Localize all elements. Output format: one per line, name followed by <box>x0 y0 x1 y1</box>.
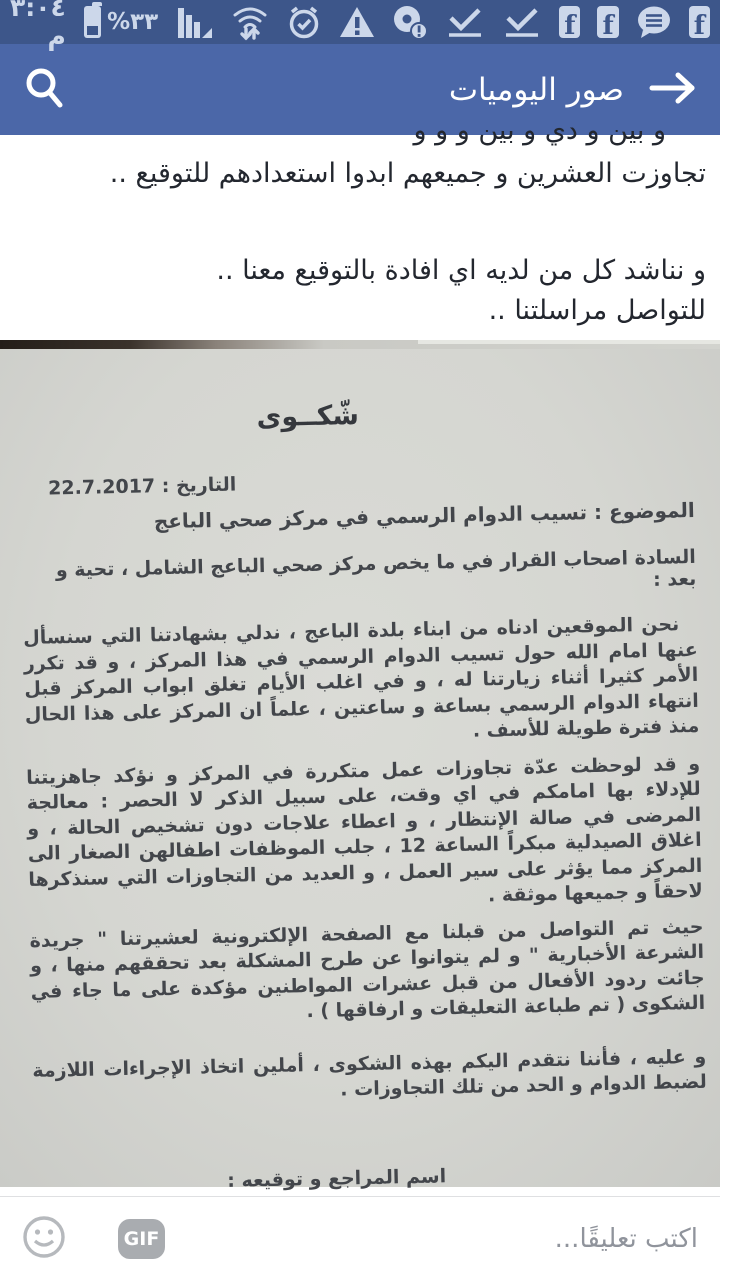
document-paragraph: حيث تم التواصل من قبلنا مع الصفحة الإلكترونية لعشيرتنا " جريدة الشرعة الأخبارية " و لم يتوانوا عن طرح المشكلة بعد تحققهم منها ، و جائت ردود الأفعال من قبل عشرات المواطنين مؤكدة على ما جاء في الشكوى ( تم طباعة التعليقات و ارفاقها ) . <box>29 914 706 1022</box>
download-check-icon <box>502 6 542 38</box>
post-clipped-line: و بين و دي و بين و و و <box>413 115 666 146</box>
document-title: شّكــوى <box>256 399 360 433</box>
signal-bars-icon <box>178 6 214 38</box>
search-icon[interactable] <box>22 65 66 115</box>
post-text <box>0 115 720 332</box>
document-paragraph: و قد لوحظت عدّة تجاوزات عمل متكررة في المركز و نؤكد جاهزيتنا للإدلاء بها امامكم في اي وقت، على سبيل الذكر لا الحصر : معالجة المرضى في صالة الإنتظار ، و اعطاء علاجات دون تشخيص الحالة ، و اغلاق الصيدلية مبكراً الساعة 12 ، جلب الموظفات اطفالهن الصغار الى المركز مما يؤثر على سير العمل ، و العديد من التجاوزات التي سنذكرها لاحقاً و جميعها موثقة . <box>25 751 703 906</box>
disc-error-icon <box>392 5 428 39</box>
document-paragraph: و عليه ، فأننا نتقدم اليكم بهذه الشكوى ، أملين اتخاذ الإجراءات اللازمة لضبط الدوام و الحد من تلك التجاوزات . <box>32 1044 707 1100</box>
comment-bar <box>0 1196 720 1280</box>
document-paragraph: نحن الموقعين ادناه من ابناء بلدة الباعج ، ندلي بشهادتنا التي سنسأل عنها امام الله حول تسيب الدوام الرسمي في هذا المركز ، و قد تكرر الأمر كثيرا أثناء زيارتنا له ، و في اغلب الأيام تغلق ابواب المركز قبل انتهاء الدوام الرسمي بساعة و ساعتين ، علماً ان المركز على هذا الحال منذ فترة طويلة للأسف . <box>23 612 700 742</box>
complaint-document <box>0 332 729 1194</box>
document-signature-line: اسم المراجع و توقيعه : <box>227 1164 447 1191</box>
facebook-icon: f <box>559 6 580 38</box>
back-arrow-icon[interactable] <box>648 70 698 110</box>
post-line: و نناشد كل من لديه اي افادة بالتوقيع معنا .. <box>216 254 706 286</box>
alarm-clock-icon <box>286 5 322 39</box>
facebook-icon: f <box>597 6 618 38</box>
comment-input[interactable]: اكتب تعليقًا... <box>554 1223 698 1254</box>
document-date: التاريخ : 22.7.2017 <box>47 473 237 499</box>
battery-icon <box>84 6 101 38</box>
warning-icon <box>339 6 375 38</box>
attached-photo[interactable] <box>0 340 720 1191</box>
document-subject: الموضوع : تسيب الدوام الرسمي في مركز صحي الباعج <box>153 497 696 533</box>
wifi-icon <box>231 5 269 39</box>
status-bar <box>0 0 720 51</box>
clock-time: ٣:٠٤ م <box>10 0 66 51</box>
post-line: للتواصل مراسلتنا .. <box>488 295 706 326</box>
facebook-icon: f <box>689 6 710 38</box>
battery-percent: ٣٣% <box>107 9 159 35</box>
post-line: تجاوزت العشرين و جميعهم ابدوا استعدادهم للتوقيع .. <box>109 158 706 189</box>
document-salutation: السادة اصحاب القرار في ما يخص مركز صحي الباعج الشامل ، تحية و بعد : <box>55 545 697 591</box>
chat-bubble-icon <box>636 5 672 39</box>
page-title: صور اليوميات <box>448 71 624 108</box>
download-check-icon <box>445 6 485 38</box>
gif-button[interactable]: GIF <box>118 1219 165 1259</box>
emoji-smiley-icon[interactable] <box>22 1215 66 1263</box>
